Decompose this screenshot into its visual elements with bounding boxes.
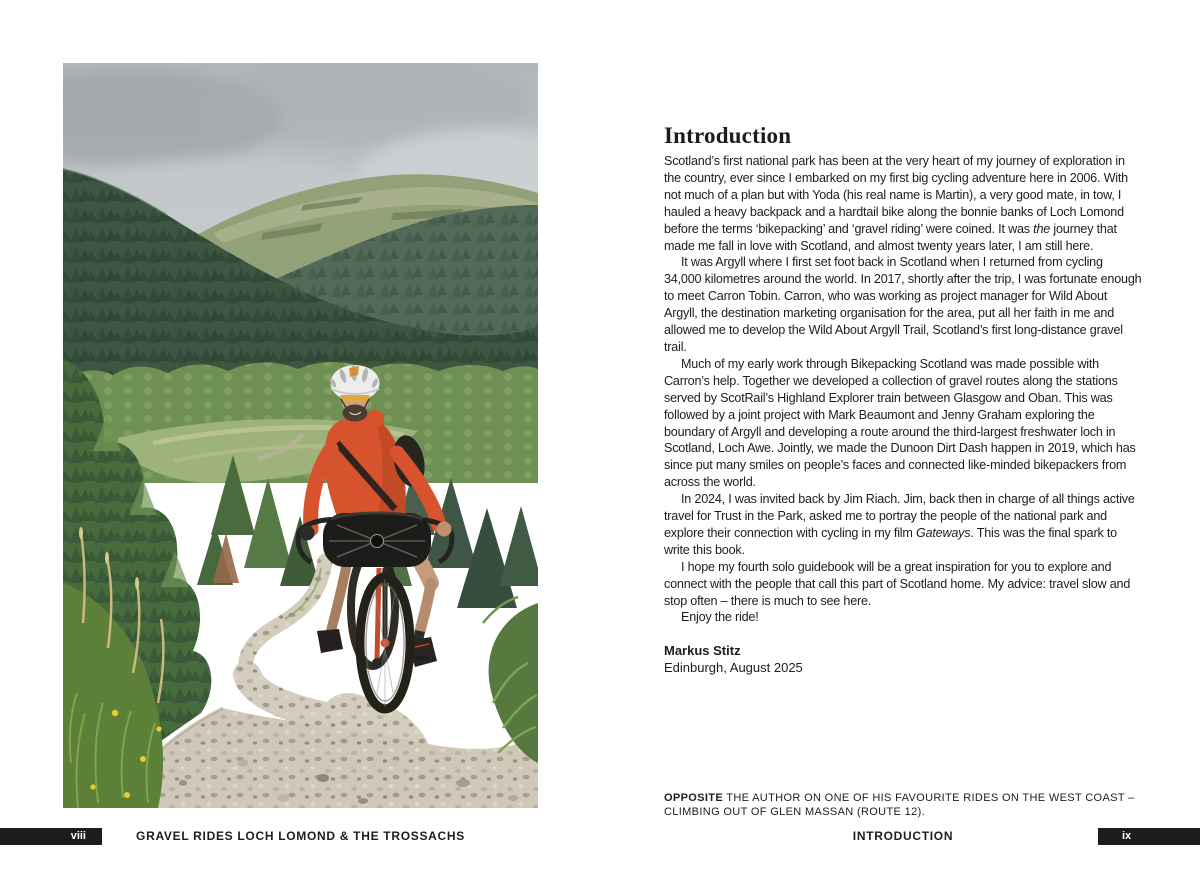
paragraph: Enjoy the ride!: [681, 610, 759, 625]
folio-right: ix: [1122, 830, 1132, 842]
folio-left: viii: [70, 830, 86, 842]
caption-opposite-label: OPPOSITE: [664, 792, 724, 804]
paragraph: Much of my early work through Bikepacking Scotland was made possible with Carron’s help. Together we developed a collection of gravel routes along the stations served by ScotRail’s Highland Explorer train between Glasgow and Oban. This was followed by a joint project with Mark Beaumont and Jenny Graham exploring the boundary of Argyll and developing a route around the third-largest freshwater loch in Scotland, Loch Awe. Jointly, we made the Dunoon Dirt Dash happen in 2019, which has since put many smiles on people’s faces and connected like-minded bikepackers from across the world.: [664, 356, 1136, 490]
folio-right-badge: [1098, 828, 1200, 845]
paragraph: Scotland’s first national park has been at the very heart of my journey of exploration in the country, ever since I embarked on my first big cycling adventure here in 2006. With not much of a plan but with Yoda (his real name is Martin), a very good mate, in tow, I hauled a heavy backpack and a hardtail bike along the bonnie banks of Loch Lomond before the terms ‘bikepacking’ and ‘gravel riding’ were coined. It was the journey that made me fall in love with Scotland, and almost twenty years later, I am still here.: [664, 154, 1128, 253]
paragraph: In 2024, I was invited back by Jim Riach. Jim, back then in charge of all things active travel for Trust in the Park, asked me to portray the people of the national park and explore their connection with cycling in my film Gateways. This was the final spark to write this book.: [664, 492, 1135, 557]
introduction-paragraphs: [664, 153, 1142, 626]
caption-text: THE AUTHOR ON ONE OF HIS FAVOURITE RIDES ON THE WEST COAST – CLIMBING OUT OF GLEN MASSAN (ROUTE 12).: [664, 792, 1135, 818]
author-photo-image: [63, 63, 538, 808]
paragraph: It was Argyll where I first set foot back in Scotland when I returned from cycling 34,000 kilometres around the world. In 2017, shortly after the trip, I was fortunate enough to meet Carron Tobin. Carron, who was working as project manager for Wild About Argyll, the destination marketing organisation for the area, put all her faith in me and allowed me to develop the Wild About Argyll Trail, Scotland’s first long-distance gravel trail.: [664, 255, 1142, 354]
footer-chapter-title: INTRODUCTION: [852, 829, 954, 843]
signature-name: Markus Stitz: [664, 643, 741, 659]
photo-caption: [664, 792, 1142, 819]
signature-place: Edinburgh, August 2025: [664, 660, 803, 676]
text-column: [664, 122, 1142, 676]
page-title: Introduction: [664, 123, 792, 148]
paragraph: I hope my fourth solo guidebook will be a great inspiration for you to explore and connect with the people that call this part of Scotland home. My advice: travel slow and stop often – there is much to see here.: [664, 559, 1131, 608]
author-photo: [63, 63, 538, 808]
footer-book-title: GRAVEL RIDES LOCH LOMOND & THE TROSSACHS: [136, 829, 465, 843]
right-hand: [437, 522, 452, 537]
left-hand: [300, 526, 315, 541]
right-bushes: [483, 597, 538, 763]
